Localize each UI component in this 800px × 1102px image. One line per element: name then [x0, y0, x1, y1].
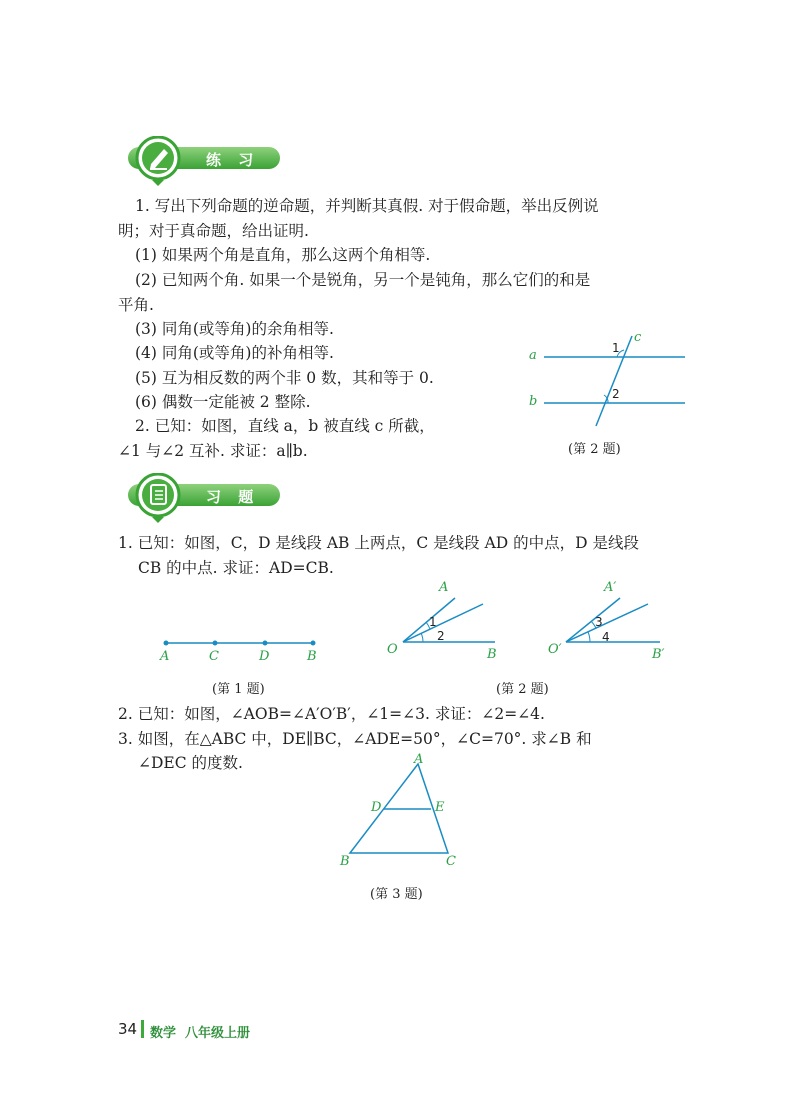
parallel-lines-figure	[520, 328, 690, 428]
exercise-line-5: ∠DEC 的度数.	[138, 754, 243, 772]
fig3-caption: (第 3 题)	[370, 887, 423, 902]
practice-line-10: 2. 已知：如图，直线 a，b 被直线 c 所截，	[135, 417, 435, 435]
label-right-b: B′	[652, 647, 665, 662]
label-angle-1-left: 1	[429, 615, 437, 629]
label-point-b: B	[307, 649, 317, 664]
practice-line-11: ∠1 与∠2 互补. 求证：a∥b.	[118, 442, 308, 460]
label-angle-1: 1	[612, 341, 620, 355]
practice-line-7: (4) 同角(或等角)的补角相等.	[135, 344, 334, 362]
page-number: 34	[118, 1020, 138, 1038]
practice-title: 练 习	[206, 151, 260, 169]
practice-line-4: (2) 已知两个角. 如果一个是锐角，另一个是钝角，那么它们的和是	[135, 271, 591, 289]
label-angle-4: 4	[602, 630, 610, 644]
angle-2-arc-left	[421, 633, 423, 642]
notebook-icon	[148, 483, 170, 511]
exercise-line-3: 2. 已知：如图，∠AOB=∠A′O′B′，∠1=∠3. 求证：∠2=∠4.	[118, 705, 545, 723]
label-right-o: O′	[548, 642, 562, 657]
practice-line-1: 1. 写出下列命题的逆命题，并判断其真假. 对于假命题，举出反例说	[135, 197, 599, 215]
exercise-line-4: 3. 如图，在△ABC 中，DE∥BC，∠ADE=50°，∠C=70°. 求∠B 和	[118, 730, 592, 748]
label-a: a	[529, 348, 537, 363]
pencil-icon	[147, 144, 171, 174]
label-point-c: C	[209, 649, 219, 664]
label-angle-2: 2	[612, 387, 620, 401]
label-left-o: O	[387, 642, 398, 657]
label-tri-e: E	[435, 800, 445, 815]
exercises-title: 习 题	[206, 488, 260, 506]
angle-aob-figure	[385, 580, 510, 665]
exercises-banner	[118, 473, 283, 525]
label-angle-2-left: 2	[437, 629, 445, 643]
angle-4-arc	[588, 632, 590, 642]
label-right-a: A′	[604, 580, 617, 595]
angle-a-o-b-prime-figure	[548, 580, 673, 665]
label-tri-a: A	[414, 752, 424, 767]
practice-figure-caption: (第 2 题)	[568, 442, 621, 457]
practice-line-8: (5) 互为相反数的两个非 0 数，其和等于 0.	[135, 369, 434, 387]
label-point-d: D	[259, 649, 270, 664]
fig2-caption: (第 2 题)	[496, 682, 549, 697]
segment-figure	[155, 633, 330, 673]
practice-line-3: (1) 如果两个角是直角，那么这两个角相等.	[135, 246, 431, 264]
exercise-line-1: 1. 已知：如图，C，D 是线段 AB 上两点，C 是线段 AD 的中点，D 是线段	[118, 534, 639, 552]
label-tri-c: C	[446, 854, 456, 869]
footer-divider	[141, 1020, 144, 1038]
label-tri-b: B	[340, 854, 350, 869]
point-c	[213, 641, 218, 646]
triangle-figure	[338, 752, 468, 872]
label-angle-3: 3	[595, 615, 603, 629]
fig1-caption: (第 1 题)	[212, 682, 265, 697]
practice-line-2: 明；对于真命题，给出证明.	[118, 222, 309, 240]
label-tri-d: D	[371, 800, 382, 815]
label-point-a: A	[160, 649, 170, 664]
label-left-a: A	[439, 580, 449, 595]
label-c: c	[634, 330, 642, 345]
point-a	[164, 641, 169, 646]
label-left-b: B	[487, 647, 497, 662]
point-b	[311, 641, 316, 646]
practice-line-9: (6) 偶数一定能被 2 整除.	[135, 393, 311, 411]
footer-book-title: 数学 八年级上册	[150, 1026, 251, 1041]
label-b: b	[529, 394, 538, 409]
practice-line-5: 平角.	[118, 296, 154, 314]
practice-line-6: (3) 同角(或等角)的余角相等.	[135, 320, 334, 338]
practice-banner	[118, 136, 283, 188]
exercise-line-2: CB 的中点. 求证：AD=CB.	[138, 559, 334, 577]
point-d	[263, 641, 268, 646]
